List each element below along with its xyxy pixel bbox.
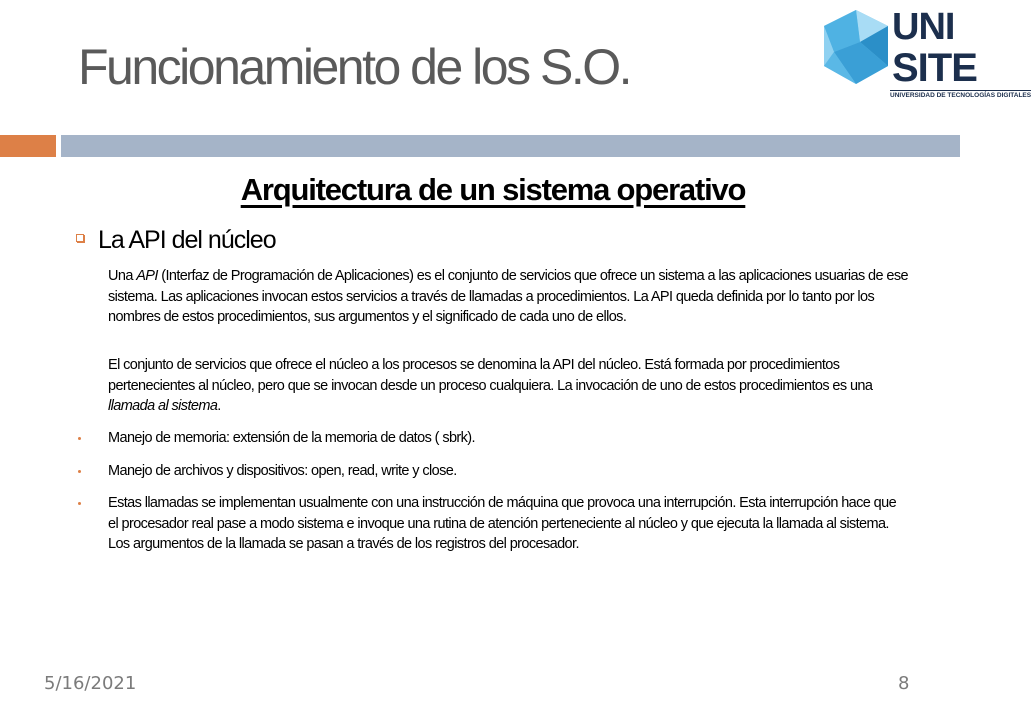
accent-bar-blue [61,135,960,157]
accent-bar-orange [0,135,56,157]
hollow-square-bullet-icon [76,234,84,242]
section-heading [76,226,276,255]
slide-subtitle: Arquitectura de un sistema operativo [240,172,746,207]
paragraph2-text-start: El conjunto de servicios que ofrece el núcleo a los procesos se denomina la API del núcleo. Está formada por procedimientos pertenecientes al núcleo, pero que se invocan desde un proceso cualquiera. La invocación de uno de estos procedimientos es una [108,357,873,394]
logo-tagline: UNIVERSIDAD DE TECNOLOGÍAS DIGITALES [890,92,1031,99]
kernel-api-paragraph [108,355,908,417]
list-item [78,493,908,555]
paragraph2-emphasis: llamada al sistema [108,398,218,414]
unisite-logo [820,4,1031,104]
footer-page-number: 8 [898,673,910,694]
list-item-text: Manejo de memoria: extensión de la memoria de datos ( sbrk). [108,430,475,446]
paragraph1-text-start: Una [108,268,137,284]
logo-text-uni: UNI [892,6,955,48]
syscall-bullet-list [78,428,908,567]
api-definition-paragraph [108,266,908,328]
dot-bullet-icon [78,470,81,473]
footer-date: 5/16/2021 [44,673,137,694]
list-item-text: Estas llamadas se implementan usualmente con una instrucción de máquina que provoca una interrupción. Esta interrupción hace que el procesador real pase a modo sistema e invoque una rutina de atención perteneciente al núcleo y que ejecuta la llamada al sistema. Los argumentos de la llamada se pasan a través de los registros del procesador. [108,495,897,552]
paragraph2-text-end: . [217,398,221,414]
paragraph1-emphasis: API [136,268,158,284]
dot-bullet-icon [78,502,81,505]
list-item [78,428,908,449]
paragraph1-text-end: (Interfaz de Programación de Aplicaciones) es el conjunto de servicios que ofrece un sistema a las aplicaciones usuarias de ese sistema. Las aplicaciones invocan estos servicios a través de llamadas a procedimientos. La API queda definida por lo tanto por los nombres de estos procedimientos, sus argumentos y el significado de cada uno de ellos. [108,268,908,325]
section-heading-text: La API del núcleo [98,226,276,254]
logo-text-site: SITE [892,46,977,90]
list-item-text: Manejo de archivos y dispositivos: open, read, write y close. [108,462,457,479]
slide-title: Funcionamiento de los S.O. [78,39,630,95]
polyhedron-logo-icon [820,8,892,88]
list-item [78,461,908,482]
dot-bullet-icon [78,437,81,440]
